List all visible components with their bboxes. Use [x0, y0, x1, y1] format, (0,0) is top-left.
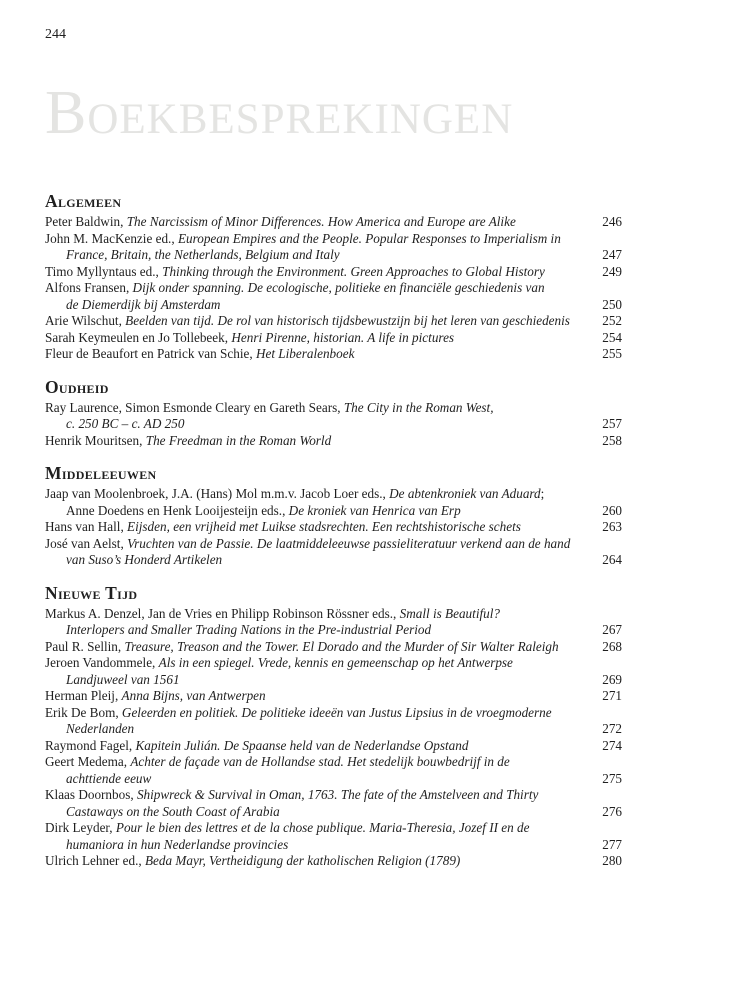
toc-line [45, 231, 622, 248]
entry-text: Markus A. Denzel, Jan de Vries en Philipp Robinson Rössner eds., Small is Beautiful? [45, 605, 500, 621]
section-title: Middeleeuwen [45, 463, 157, 483]
entry-page-number: 250 [602, 296, 622, 312]
entry-page-number: 247 [602, 247, 622, 262]
section-title: Nieuwe Tijd [45, 582, 138, 603]
toc-line [45, 400, 622, 417]
toc-line [45, 519, 622, 536]
toc-line [45, 787, 622, 804]
toc-line [45, 771, 622, 788]
entry-text: Jaap van Moolenbroek, J.A. (Hans) Mol m.m.v. Jacob Loer eds., De abtenkroniek van Aduard; [45, 486, 545, 501]
entry-text: Alfons Fransen, Dijk onder spanning. De ecologische, politieke en financiële geschiedenis van [45, 280, 545, 295]
entry-text: Raymond Fagel, Kapitein Julián. De Spaanse held van de Nederlandse Opstand [45, 737, 469, 753]
toc-line [45, 503, 622, 520]
entry-page-number: 246 [602, 214, 622, 229]
entry-text: France, Britain, the Netherlands, Belgium and Italy [66, 247, 340, 262]
entry-text: achttiende eeuw [66, 770, 152, 786]
entry-text: humaniora in hun Nederlandse provincies [66, 836, 289, 852]
entry-text: Paul R. Sellin, Treasure, Treason and the Tower. El Dorado and the Murder of Sir Walter Raleigh [45, 638, 559, 654]
entry-page-number: 271 [602, 688, 622, 703]
entry-text: Jeroen Vandommele, Als in een spiegel. Vrede, kennis en gemeenschap op het Antwerpse [45, 655, 513, 670]
toc-line [45, 672, 622, 689]
toc-line [45, 330, 622, 347]
entry-text: Nederlanden [66, 721, 135, 736]
entry-page-number: 258 [602, 432, 622, 448]
toc-line [45, 804, 622, 821]
entry-text: Klaas Doornbos, Shipwreck & Survival in Oman, 1763. The fate of the Amstelveen and Thirty [45, 787, 539, 802]
entry-text: John M. MacKenzie ed., European Empires and the People. Popular Responses to Imperialism in [45, 230, 561, 246]
entry-page-number: 276 [602, 803, 622, 819]
entry-page-number: 274 [602, 737, 622, 753]
toc-line [45, 688, 622, 705]
entry-text: Hans van Hall, Eijsden, een vrijheid met Luikse stadsrechten. Een rechtshistorische schets [45, 519, 521, 534]
toc-line [45, 486, 622, 503]
entry-page-number: 268 [602, 638, 622, 654]
entry-text: Fleur de Beaufort en Patrick van Schie, Het Liberalenboek [45, 346, 355, 361]
toc-section [45, 378, 622, 450]
toc-line [45, 754, 622, 771]
toc-line [45, 346, 622, 363]
toc-line [45, 264, 622, 281]
entry-page-number: 267 [602, 622, 622, 637]
entry-text: Dirk Leyder, Pour le bien des lettres et de la chose publique. Maria-Theresia, Jozef II en de [45, 820, 530, 835]
toc-line [45, 416, 622, 433]
entry-page-number: 249 [602, 263, 622, 279]
entry-text: Ulrich Lehner ed., Beda Mayr, Vertheidigung der katholischen Religion (1789) [45, 853, 461, 868]
entry-text: Henrik Mouritsen, The Freedman in the Roman World [45, 432, 332, 448]
toc-line [45, 552, 622, 569]
entry-text: Landjuweel van 1561 [66, 671, 180, 687]
entry-page-number: 254 [602, 329, 622, 345]
entry-text: Herman Pleij, Anna Bijns, van Antwerpen [45, 688, 266, 703]
entry-text: Geert Medema, Achter de façade van de Hollandse stad. Het stedelijk bouwbedrijf in de [45, 754, 510, 769]
entry-text: Erik De Bom, Geleerden en politiek. De politieke ideeën van Justus Lipsius in de vroegmoderne [45, 704, 552, 720]
section-title: Oudheid [45, 376, 109, 397]
page-number: 244 [45, 27, 66, 42]
toc-line [45, 536, 622, 553]
toc-line [45, 738, 622, 755]
entry-text: José van Aelst, Vruchten van de Passie. De laatmiddeleeuwse passieliteratuur verkend aan de hand [45, 535, 571, 551]
entry-page-number: 263 [602, 519, 622, 534]
entry-text: Anne Doedens en Henk Looijesteijn eds., De kroniek van Henrica van Erp [66, 502, 461, 518]
entry-text: Arie Wilschut, Beelden van tijd. De rol van historisch tijdsbewustzijn bij het leren van geschiedenis [45, 313, 570, 328]
toc-line [45, 655, 622, 672]
toc-section [45, 464, 622, 569]
toc-line [45, 606, 622, 623]
toc-line [45, 280, 622, 297]
toc-section [45, 192, 622, 363]
entry-text: Peter Baldwin, The Narcissism of Minor Differences. How America and Europe are Alike [45, 214, 516, 229]
toc-line [45, 639, 622, 656]
entry-text: van Suso’s Honderd Artikelen [66, 552, 223, 567]
chapter-heading: Boekbesprekingen [45, 79, 514, 147]
toc-section [45, 584, 622, 870]
toc-line [45, 622, 622, 639]
entry-text: Sarah Keymeulen en Jo Tollebeek, Henri Pirenne, historian. A life in pictures [45, 329, 455, 345]
toc-line [45, 297, 622, 314]
entry-text: c. 250 BC – c. AD 250 [66, 416, 185, 431]
section-title: Algemeen [45, 191, 122, 211]
entry-page-number: 272 [602, 721, 622, 736]
toc-line [45, 853, 622, 870]
entry-text: de Diemerdijk bij Amsterdam [66, 296, 221, 312]
entry-page-number: 255 [602, 346, 622, 361]
entry-page-number: 252 [602, 313, 622, 328]
toc-line [45, 313, 622, 330]
entry-page-number: 275 [602, 770, 622, 786]
entry-page-number: 277 [602, 836, 622, 852]
entry-text: Interlopers and Smaller Trading Nations in the Pre-industrial Period [66, 622, 432, 637]
toc-line [45, 721, 622, 738]
toc-line [45, 214, 622, 231]
entry-page-number: 280 [602, 853, 622, 868]
toc-line [45, 837, 622, 854]
entry-text: Castaways on the South Coast of Arabia [66, 803, 280, 819]
toc [45, 192, 622, 870]
entry-page-number: 260 [602, 502, 622, 518]
entry-page-number: 269 [602, 671, 622, 687]
toc-line [45, 433, 622, 450]
entry-text: Ray Laurence, Simon Esmonde Cleary en Gareth Sears, The City in the Roman West, [45, 399, 494, 415]
entry-page-number: 257 [602, 416, 622, 431]
toc-line [45, 820, 622, 837]
toc-line [45, 247, 622, 264]
entry-page-number: 264 [602, 552, 622, 567]
toc-line [45, 705, 622, 722]
entry-text: Timo Myllyntaus ed., Thinking through the Environment. Green Approaches to Global History [45, 263, 545, 279]
